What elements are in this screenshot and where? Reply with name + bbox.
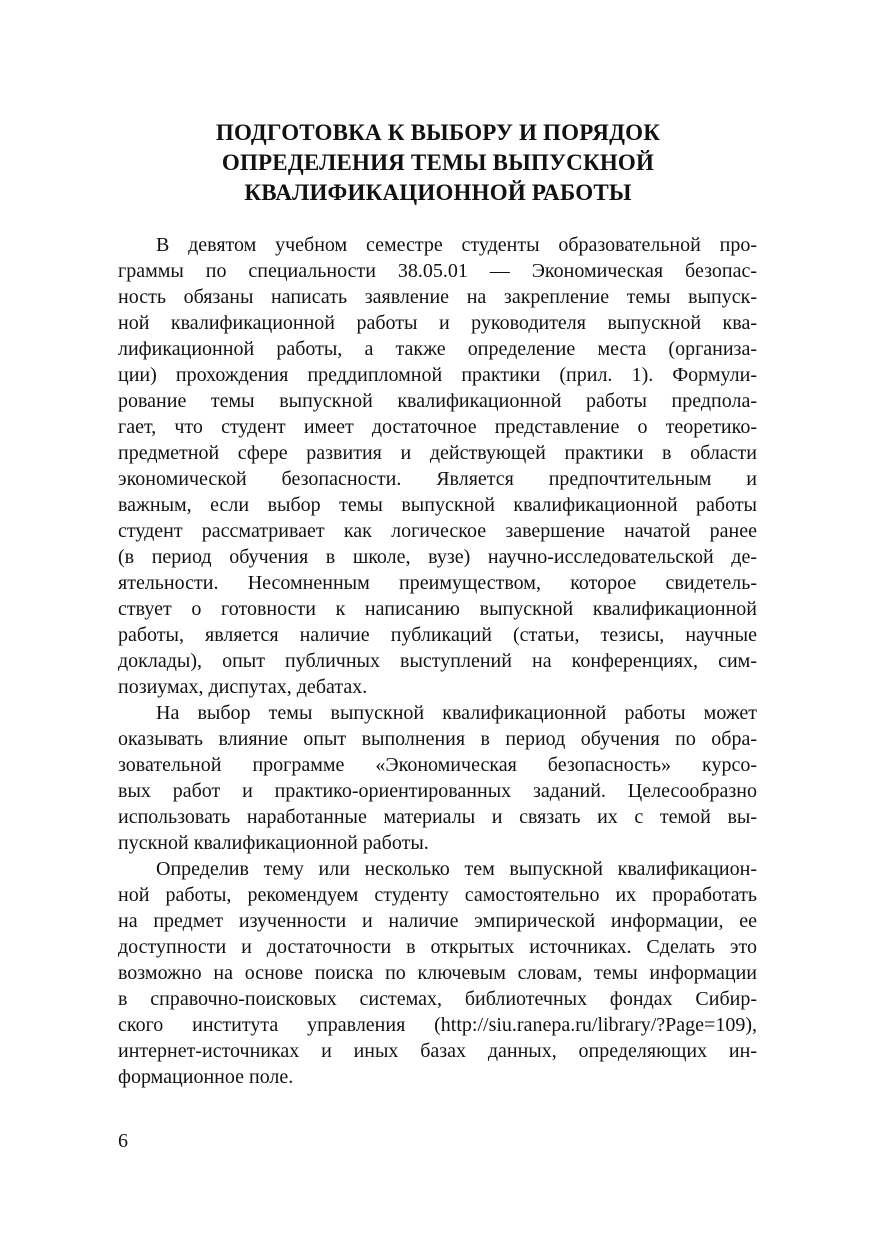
- text-line: ной квалификационной работы и руководителя выпускной ква-: [118, 312, 757, 334]
- text-line: ятельности. Несомненным преимуществом, которое свидетель-: [118, 572, 757, 594]
- text-line: оказывать влияние опыт выполнения в период обучения по обра-: [118, 728, 757, 750]
- text-line: интернет-источниках и иных базах данных, определяющих ин-: [118, 1040, 757, 1062]
- text-line: экономической безопасности. Является предпочтительным и: [118, 468, 757, 490]
- title-line: ПОДГОТОВКА К ВЫБОРУ И ПОРЯДОК: [215, 120, 661, 145]
- text-line: предметной сфере развития и действующей практики в области: [118, 442, 757, 464]
- text-line: пускной квалификационной работы.: [118, 832, 429, 854]
- text-line: рование темы выпускной квалификационной работы предпола-: [118, 390, 757, 412]
- text-line: гает, что студент имеет достаточное представление о теоретико-: [118, 416, 757, 438]
- text-line: ной работы, рекомендуем студенту самостоятельно их проработать: [118, 884, 757, 906]
- text-line: ского института управления (http://siu.ranepa.ru/library/?Page=109),: [118, 1014, 757, 1036]
- text-line: ции) прохождения преддипломной практики (прил. 1). Формули-: [118, 364, 757, 386]
- text-line: важным, если выбор темы выпускной квалификационной работы: [118, 494, 757, 516]
- text-line: граммы по специальности 38.05.01 — Экономическая безопас-: [118, 260, 757, 282]
- page-title: [118, 118, 758, 208]
- text-line: возможно на основе поиска по ключевым словам, темы информации: [118, 962, 757, 984]
- text-line: на предмет изученности и наличие эмпирической информации, ее: [118, 910, 757, 932]
- paragraph-2: [118, 700, 757, 856]
- text-line: вых работ и практико-ориентированных заданий. Целесообразно: [118, 780, 757, 802]
- text-line: формационное поле.: [118, 1066, 294, 1088]
- text-line: работы, является наличие публикаций (статьи, тезисы, научные: [118, 624, 757, 646]
- body-text: [118, 232, 757, 1090]
- text-line: доклады), опыт публичных выступлений на конференциях, сим-: [118, 650, 757, 672]
- text-line: зовательной программе «Экономическая безопасность» курсо-: [118, 754, 757, 776]
- text-line: использовать наработанные материалы и связать их с темой вы-: [118, 806, 757, 828]
- text-line: Определив тему или несколько тем выпускной квалификацион-: [156, 858, 757, 880]
- text-line: ствует о готовности к написанию выпускной квалификационной: [118, 598, 757, 620]
- text-line: позиумах, диспутах, дебатах.: [118, 676, 368, 698]
- text-line: в справочно-поисковых системах, библиотечных фондах Сибир-: [118, 988, 757, 1010]
- text-line: лификационной работы, а также определение места (организа-: [118, 338, 757, 360]
- text-line: (в период обучения в школе, вузе) научно-исследовательской де-: [118, 546, 757, 568]
- paragraph-1: [118, 232, 757, 700]
- title-line: КВАЛИФИКАЦИОННОЙ РАБОТЫ: [244, 180, 632, 205]
- paragraph-3: [118, 856, 757, 1090]
- text-line: На выбор темы выпускной квалификационной работы может: [156, 702, 757, 724]
- text-line: студент рассматривает как логическое завершение начатой ранее: [118, 520, 757, 542]
- text-line: В девятом учебном семестре студенты образовательной про-: [156, 234, 757, 256]
- page-number: 6: [118, 1130, 128, 1152]
- text-line: доступности и достаточности в открытых источниках. Сделать это: [118, 936, 757, 958]
- text-line: ность обязаны написать заявление на закрепление темы выпуск-: [118, 286, 757, 308]
- title-line: ОПРЕДЕЛЕНИЯ ТЕМЫ ВЫПУСКНОЙ: [221, 150, 655, 175]
